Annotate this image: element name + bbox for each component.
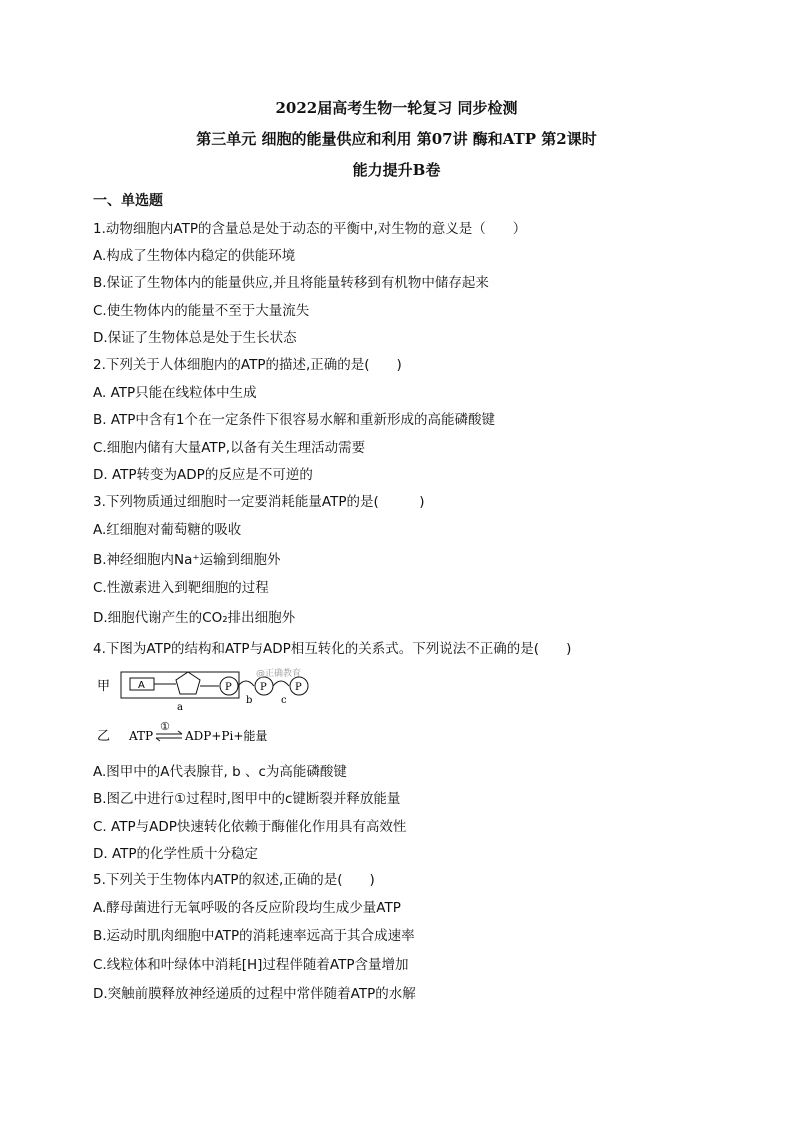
question-stem: 2.下列关于人体细胞内的ATP的描述,正确的是( ) (93, 357, 402, 373)
high-energy-bond-c (273, 681, 289, 686)
atp-structure-figure (93, 668, 353, 748)
phosphate-1-label: P (225, 682, 232, 693)
label-jia: 甲 (97, 679, 111, 694)
label-yi: 乙 (97, 729, 111, 744)
eq-left: ATP (129, 729, 154, 743)
question-stem: 3.下列物质通过细胞时一定要消耗能量ATP的是( ) (93, 494, 425, 510)
watermark: @正确教育 (256, 669, 302, 679)
option: B.保证了生物体内的能量供应,并且将能量转移到有机物中储存起来 (93, 275, 489, 291)
option: A.酵母菌进行无氧呼吸的各反应阶段均生成少量ATP (93, 900, 401, 916)
option: C.使生物体内的能量不至于大量流失 (93, 303, 310, 319)
doc-subtitle: 第三单元 细胞的能量供应和利用 第07讲 酶和ATP 第2课时 (196, 130, 597, 148)
label-c: c (281, 695, 287, 706)
label-a: a (177, 702, 183, 713)
eq-arrow-label: ① (160, 720, 170, 733)
label-b: b (246, 695, 253, 706)
high-energy-bond-b (238, 681, 254, 686)
option: A.红细胞对葡萄糖的吸收 (93, 522, 242, 538)
phosphate-3-label: P (295, 682, 302, 693)
ribose-pentagon (176, 672, 200, 694)
option: C.线粒体和叶绿体中消耗[H]过程伴随着ATP含量增加 (93, 957, 409, 973)
option: A.构成了生物体内稳定的供能环境 (93, 248, 296, 264)
option: C.细胞内储有大量ATP,以备有关生理活动需要 (93, 440, 366, 456)
option: B.运动时肌肉细胞中ATP的消耗速率远高于其合成速率 (93, 928, 415, 944)
atp-diagram (93, 668, 353, 748)
doc-title: 2022届高考生物一轮复习 同步检测 (275, 99, 518, 117)
question-stem: 1.动物细胞内ATP的含量总是处于动态的平衡中,对生物的意义是（ ） (93, 221, 527, 237)
eq-right: ADP+Pi+能量 (185, 729, 268, 743)
phosphate-2-label: P (260, 682, 267, 693)
option: B.神经细胞内Na⁺运输到细胞外 (93, 552, 281, 568)
option: A. ATP只能在线粒体中生成 (93, 385, 257, 401)
option: C. ATP与ADP快速转化依赖于酶催化作用具有高效性 (93, 819, 407, 835)
option: B. ATP中含有1个在一定条件下很容易水解和重新形成的高能磷酸键 (93, 412, 496, 428)
doc-volume: 能力提升B卷 (352, 161, 441, 179)
option: A.图甲中的A代表腺苷, b 、c为高能磷酸键 (93, 764, 347, 780)
label-A: A (138, 680, 145, 691)
option: D. ATP的化学性质十分稳定 (93, 846, 259, 862)
question-stem: 4.下图为ATP的结构和ATP与ADP相互转化的关系式。下列说法不正确的是( ) (93, 641, 572, 657)
option: D.细胞代谢产生的CO₂排出细胞外 (93, 610, 296, 626)
section-heading: 一、单选题 (93, 193, 163, 209)
option: D.突触前膜释放神经递质的过程中常伴随着ATP的水解 (93, 986, 416, 1002)
option: B.图乙中进行①过程时,图甲中的c键断裂并释放能量 (93, 791, 401, 807)
question-stem: 5.下列关于生物体内ATP的叙述,正确的是( ) (93, 872, 375, 888)
option: C.性激素进入到靶细胞的过程 (93, 580, 269, 596)
option: D. ATP转变为ADP的反应是不可逆的 (93, 467, 313, 483)
option: D.保证了生物体总是处于生长状态 (93, 330, 297, 346)
